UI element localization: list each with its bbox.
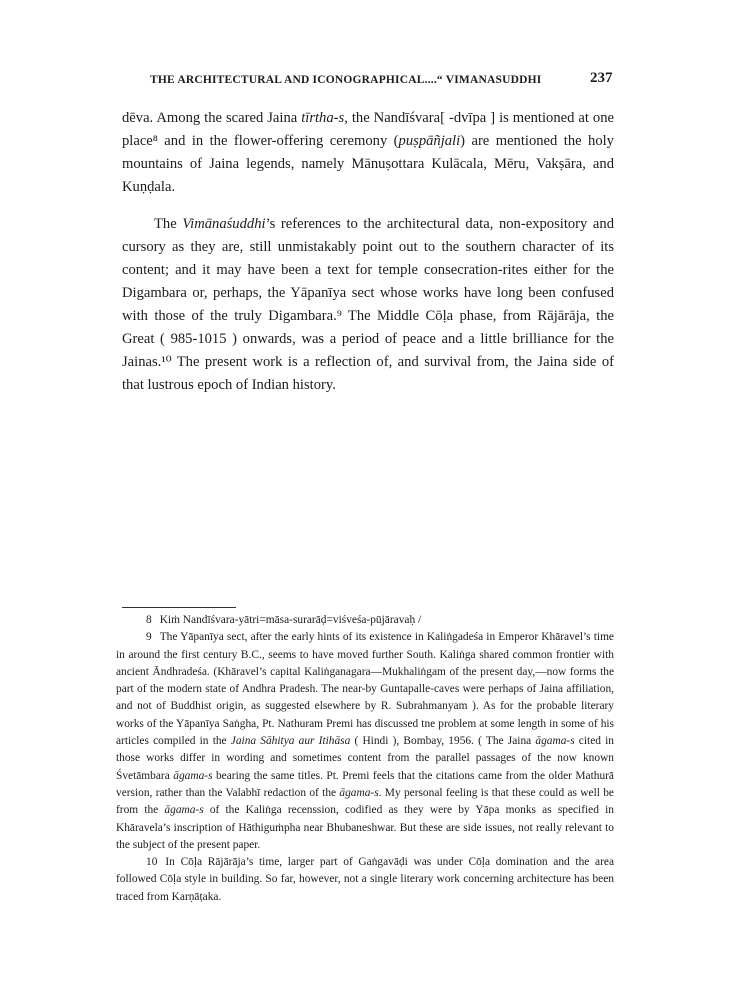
footnotes [116,612,614,906]
footnote-text: cited in those works differ in wording and sometimes content from the parallel passages of the now known Śvetāmbara [116,735,614,782]
text-run: dēva. Among the scared Jaina [122,110,302,126]
footnote-text: bearing the same titles. Pt. Premi feels that the citations came from the older Mathurā version, rather than the Valabhī redaction of the [116,769,614,799]
footnote-number: 8 [146,614,152,626]
footnote-text: The Yāpanīya sect, after the early hints of its existence in Kaliṅgadeśa in Emperor Khāravel’s time in around the first century B.C., seems to have moved further South. Kaliṅga shared common frontier with ancient Āndhradeśa. (Khāravel’s capital Kaliṅganagara—Mukhaliṅgam of the present day,—now forms the part of the modern state of Andhra Pradesh. The near-by Guntapalle-caves were perhaps of Jaina affiliation, and not of Buddhist origin, as suggested elsewhere by R. Subrahmanyam ). As for the probable literary works of the Yāpanīya Saṅgha, Pt. Nathuram Premi has discussed tne problem at some length in some of his articles compiled in the [116,631,614,748]
footnote-number: 9 [146,631,152,644]
text-run: ) are mentioned the holy mountains of Jaina legends, namely Mānuṣottara Kulācala, Mēru, Vakṣāra, and Kuṇḍala. [122,133,614,195]
paragraph-2 [122,213,614,397]
footnote-text: ( Hindi ), Bombay, 1956. ( The Jaina [350,735,536,748]
text-run: , the Nandīśvara[ -dvīpa ] is mentioned at one place⁸ and in the flower-offering ceremony ( [122,110,614,149]
page-number: 237 [590,70,613,86]
footnote-10 [116,854,614,906]
italic-title: Vimānaśuddhi [182,216,266,232]
italic-term: āgama-s [173,769,213,782]
footnote-text: of the Kaliṅga recenssion, codified as they were by Yāpa monks as specified in Khāravela’s inscription of Hāthiguṁpha near Bhubaneshwar. But these are side issues, not really relevant to the subject of the present paper. [116,804,614,851]
footnote-8 [116,612,614,629]
running-head: THE ARCHITECTURAL AND ICONOGRAPHICAL....“ VIMANASUDDHI [150,74,542,86]
footnote-9 [116,629,614,854]
footnote-text: In Cōḷa Rājārāja’s time, larger part of Gaṅgavāḍi was under Cōḷa domination and the area followed Cōḷa style in building. So far, however, not a single literary work concerning architecture has been traced from Karṇāṭaka. [116,856,614,903]
paragraph-1 [122,107,614,199]
text-run: The [154,216,183,232]
footnote-text: Kiṁ Nandīśvara-yātri=māsa-surarāḍ=viśveśa-pūjāravaḥ / [159,614,422,626]
main-text [122,107,614,397]
footnote-number: 10 [146,856,158,869]
text-run: ’s references to the architectural data, non-expository and cursory as they are, still unmistakably point out to the southern character of its content; and it may have been a text for temple consecration-rites either for the Digambara or, perhaps, the Yāpanīya sect whose works have long been confused with those of the truly Digambara.⁹ The Middle Cōḷa phase, from Rājārāja, the Great ( 985-1015 ) onwards, was a period of peace and a little brilliance for the Jainas.¹⁰ The present work is a reflection of, and survival from, the Jaina side of that lustrous epoch of Indian history. [122,216,615,393]
italic-title: Jaina Sāhitya aur Itihāsa [230,735,351,748]
footnote-text: . My personal feeling is that these could as well be from the [116,786,614,817]
footnote-rule [122,607,236,608]
italic-term: āgama-s [164,804,204,817]
italic-term: puṣpāñjali [398,133,461,149]
italic-term: āgama-s [535,735,575,748]
italic-term: āgama-s [339,786,379,799]
italic-term: tīrtha-s [301,110,345,126]
